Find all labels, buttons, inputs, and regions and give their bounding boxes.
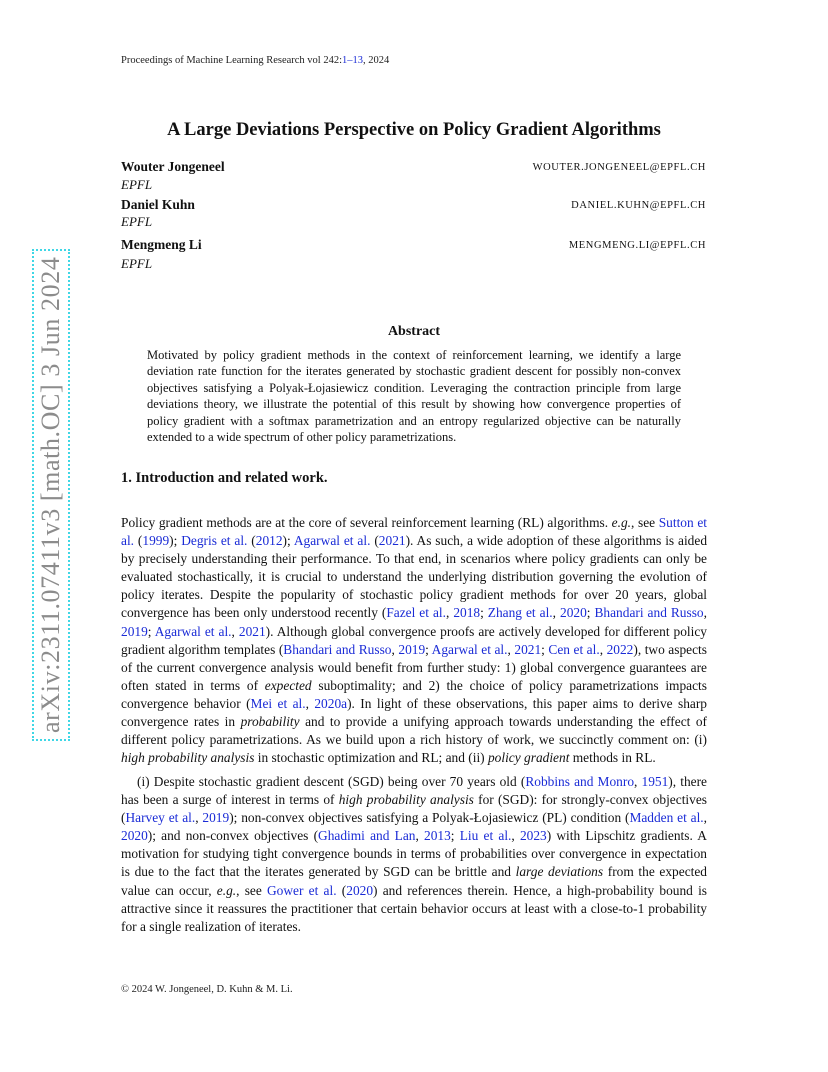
paragraph-text: ( bbox=[336, 882, 347, 898]
paragraph-text: ( bbox=[247, 533, 256, 549]
paragraph-text: methods in RL. bbox=[569, 750, 656, 766]
paragraph-text: ; bbox=[586, 605, 595, 621]
section-heading: 1. Introduction and related work. bbox=[121, 470, 328, 486]
paragraph-text: , bbox=[231, 623, 239, 639]
abstract-heading: Abstract bbox=[387, 324, 441, 339]
paragraph-text: ; bbox=[541, 641, 549, 657]
emphasized-text: large deviations bbox=[515, 864, 604, 880]
paragraph-text: from the expected value can occur, bbox=[121, 864, 707, 898]
citation-link[interactable]: 1999 bbox=[142, 533, 170, 549]
paragraph-text: in stochastic optimization and RL; and (ii) bbox=[254, 750, 488, 766]
proceedings-header bbox=[121, 55, 389, 66]
paragraph-text: ) with Lipschitz gradients. A motivation for studying tight convergence bounds in terms of probabilities over convergence in expectation is due to the fact that the iterates generated by SGD can be brittle and bbox=[121, 828, 707, 880]
citation-link[interactable]: Sutton et al. bbox=[121, 515, 707, 549]
paragraph-text: ( bbox=[134, 533, 143, 549]
author-affiliation: EPFL bbox=[121, 214, 153, 229]
citation-link[interactable]: Bhandari and Russo bbox=[594, 605, 704, 621]
paragraph-text: , bbox=[634, 774, 642, 789]
author-email[interactable]: DANIEL.KUHN@EPFL.CH bbox=[571, 200, 706, 211]
citation-link[interactable]: 2021 bbox=[514, 641, 542, 657]
paragraph-text: Policy gradient methods are at the core of several reinforcement learning (RL) algorithms. bbox=[121, 515, 612, 530]
paragraph-text: ) and references therein. Hence, a high-probability bound is attractive since it reassures the practitioner that certain behavior occurs at least with a close-to-1 probability for a single realization of iterates. bbox=[121, 882, 707, 934]
paragraph-text: , bbox=[305, 695, 315, 711]
citation-link[interactable]: Madden et al. bbox=[629, 810, 704, 826]
paragraph-text: , bbox=[195, 810, 203, 826]
paragraph-text: , see bbox=[236, 882, 268, 898]
paragraph-text: ), there has been a surge of interest in terms of bbox=[121, 774, 707, 808]
citation-link[interactable]: 2019 bbox=[121, 623, 148, 639]
citation-link[interactable]: Fazel et al. bbox=[386, 605, 446, 621]
paragraph-text: ; bbox=[147, 623, 155, 639]
paragraph-text: ). Although global convergence proofs are actively developed for different policy gradient algorithm templates ( bbox=[121, 623, 707, 657]
citation-link[interactable]: Cen et al. bbox=[548, 641, 600, 657]
citation-link[interactable]: Robbins and Monro bbox=[525, 774, 635, 789]
citation-link[interactable]: Agarwal et al. bbox=[293, 533, 371, 549]
paragraph-text: ); and non-convex objectives ( bbox=[147, 828, 319, 844]
paragraph-text: , see bbox=[631, 515, 659, 530]
paragraph-text: , bbox=[507, 641, 515, 657]
emphasized-text: policy gradient bbox=[487, 750, 570, 766]
emphasized-text: expected bbox=[264, 677, 312, 693]
citation-link[interactable]: Gower et al. bbox=[267, 882, 337, 898]
paragraph-text: (i) Despite stochastic gradient descent (SGD) being over 70 years old ( bbox=[137, 774, 526, 789]
citation-link[interactable]: Agarwal et al. bbox=[154, 623, 232, 639]
author-email[interactable]: WOUTER.JONGENEEL@EPFL.CH bbox=[532, 162, 706, 173]
header-suffix: , 2024 bbox=[363, 55, 390, 66]
author-name: Daniel Kuhn bbox=[121, 197, 195, 212]
paragraph-text: ); bbox=[282, 533, 294, 549]
copyright-footer: © 2024 W. Jongeneel, D. Kuhn & M. Li. bbox=[121, 984, 293, 995]
paragraph-text: , bbox=[599, 641, 607, 657]
paragraph-text: , bbox=[552, 605, 560, 621]
citation-link[interactable]: Mei et al. bbox=[250, 695, 306, 711]
paragraph-text: ; bbox=[450, 828, 460, 844]
emphasized-text: e.g. bbox=[216, 882, 237, 898]
arxiv-stamp[interactable]: arXiv:2311.07411v3 [math.OC] 3 Jun 2024 bbox=[36, 253, 66, 737]
emphasized-text: high probability analysis bbox=[338, 792, 474, 808]
citation-link[interactable]: 2023 bbox=[519, 828, 547, 844]
emphasized-text: e.g. bbox=[611, 515, 632, 530]
citation-link[interactable]: 2021 bbox=[378, 533, 406, 549]
citation-link[interactable]: 2019 bbox=[202, 810, 230, 826]
header-page-range-link[interactable]: 1–13 bbox=[342, 55, 364, 66]
paragraph-text: suboptimality; and 2) the choice of policy parametrizations impacts convergence behavior ( bbox=[121, 677, 707, 711]
paragraph-text: ( bbox=[370, 533, 379, 549]
paragraph-text: ). In light of these observations, this paper aims to derive sharp convergence rates in bbox=[121, 695, 707, 730]
body-paragraph bbox=[121, 773, 707, 936]
citation-link[interactable]: 2020a bbox=[314, 695, 348, 711]
citation-link[interactable]: 2020 bbox=[560, 605, 587, 621]
citation-link[interactable]: 2018 bbox=[453, 605, 481, 621]
citation-link[interactable]: 2012 bbox=[255, 533, 283, 549]
paragraph-text: , bbox=[445, 605, 454, 621]
emphasized-text: high probability analysis bbox=[121, 750, 255, 766]
author-name: Wouter Jongeneel bbox=[121, 159, 225, 174]
paragraph-text: , bbox=[703, 810, 708, 826]
author-affiliation: EPFL bbox=[121, 256, 153, 271]
paragraph-text: and to provide a unifying approach towards understanding the effect of different policy parametrizations. As we build upon a rich history of work, we succinctly comment on: (i) bbox=[121, 714, 707, 748]
author-name: Mengmeng Li bbox=[121, 237, 202, 252]
header-prefix: Proceedings of Machine Learning Research vol 242: bbox=[121, 55, 343, 66]
citation-link[interactable]: 2020 bbox=[346, 882, 374, 898]
citation-link[interactable]: 2021 bbox=[238, 623, 266, 639]
citation-link[interactable]: Zhang et al. bbox=[487, 605, 553, 621]
paragraph-text: , bbox=[703, 605, 707, 621]
abstract-text: Motivated by policy gradient methods in the context of reinforcement learning, we identify a large deviation rate function for the iterates generated by stochastic gradient descent for possibly non-convex objectives satisfying a Polyak-Łojasiewicz condition. Leveraging the contraction principle from large deviations theory, we illustrate the potential of this result by showing how convergence properties of policy gradient with a softmax parametrization and an entropy regularized objective can be naturally extended to a wide spectrum of other policy parametrizations. bbox=[147, 348, 681, 445]
paragraph-text: ). As such, a wide adoption of these algorithms is aided by precisely understanding their performance. To that end, in scenarios where policy gradients can only be evaluated stochastically, it is crucial to understand the underlying distribution governing the evolution of policy iterates. Despite the popularity of stochastic policy gradient methods for over 20 years, global convergence has been only understood recently ( bbox=[121, 533, 708, 621]
paragraph-text: for (SGD): for strongly-convex objectives ( bbox=[121, 792, 707, 826]
citation-link[interactable]: 2022 bbox=[606, 641, 634, 657]
author-affiliation: EPFL bbox=[121, 177, 153, 192]
paragraph-text: , bbox=[415, 828, 425, 844]
citation-link[interactable]: Agarwal et al. bbox=[431, 641, 508, 657]
emphasized-text: probability bbox=[240, 714, 300, 730]
paper-title: A Large Deviations Perspective on Policy Gradient Algorithms bbox=[167, 120, 661, 140]
citation-link[interactable]: Harvey et al. bbox=[125, 810, 196, 826]
paragraph-text: , bbox=[391, 641, 399, 657]
citation-link[interactable]: 2013 bbox=[424, 828, 451, 844]
paragraph-text: ); non-convex objectives satisfying a Polyak-Łojasiewicz (PL) condition ( bbox=[229, 810, 630, 826]
citation-link[interactable]: Ghadimi and Lan bbox=[318, 828, 416, 844]
citation-link[interactable]: Degris et al. bbox=[181, 533, 248, 549]
citation-link[interactable]: Liu et al. bbox=[459, 828, 512, 844]
paragraph-text: , bbox=[511, 828, 520, 844]
citation-link[interactable]: 2020 bbox=[121, 828, 148, 844]
citation-link[interactable]: 2019 bbox=[398, 641, 426, 657]
paragraph-text: ), two aspects of the current convergence analysis would benefit from further study: 1) global convergence guarantees are often stated in terms of bbox=[121, 641, 707, 693]
body-paragraph bbox=[121, 514, 707, 767]
paragraph-text: ; bbox=[425, 641, 432, 657]
paragraph-text: ; bbox=[480, 605, 488, 621]
citation-link[interactable]: 1951 bbox=[641, 774, 669, 789]
author-email[interactable]: MENGMENG.LI@EPFL.CH bbox=[568, 240, 706, 251]
paragraph-text: ); bbox=[169, 533, 182, 549]
citation-link[interactable]: Bhandari and Russo bbox=[283, 641, 392, 657]
